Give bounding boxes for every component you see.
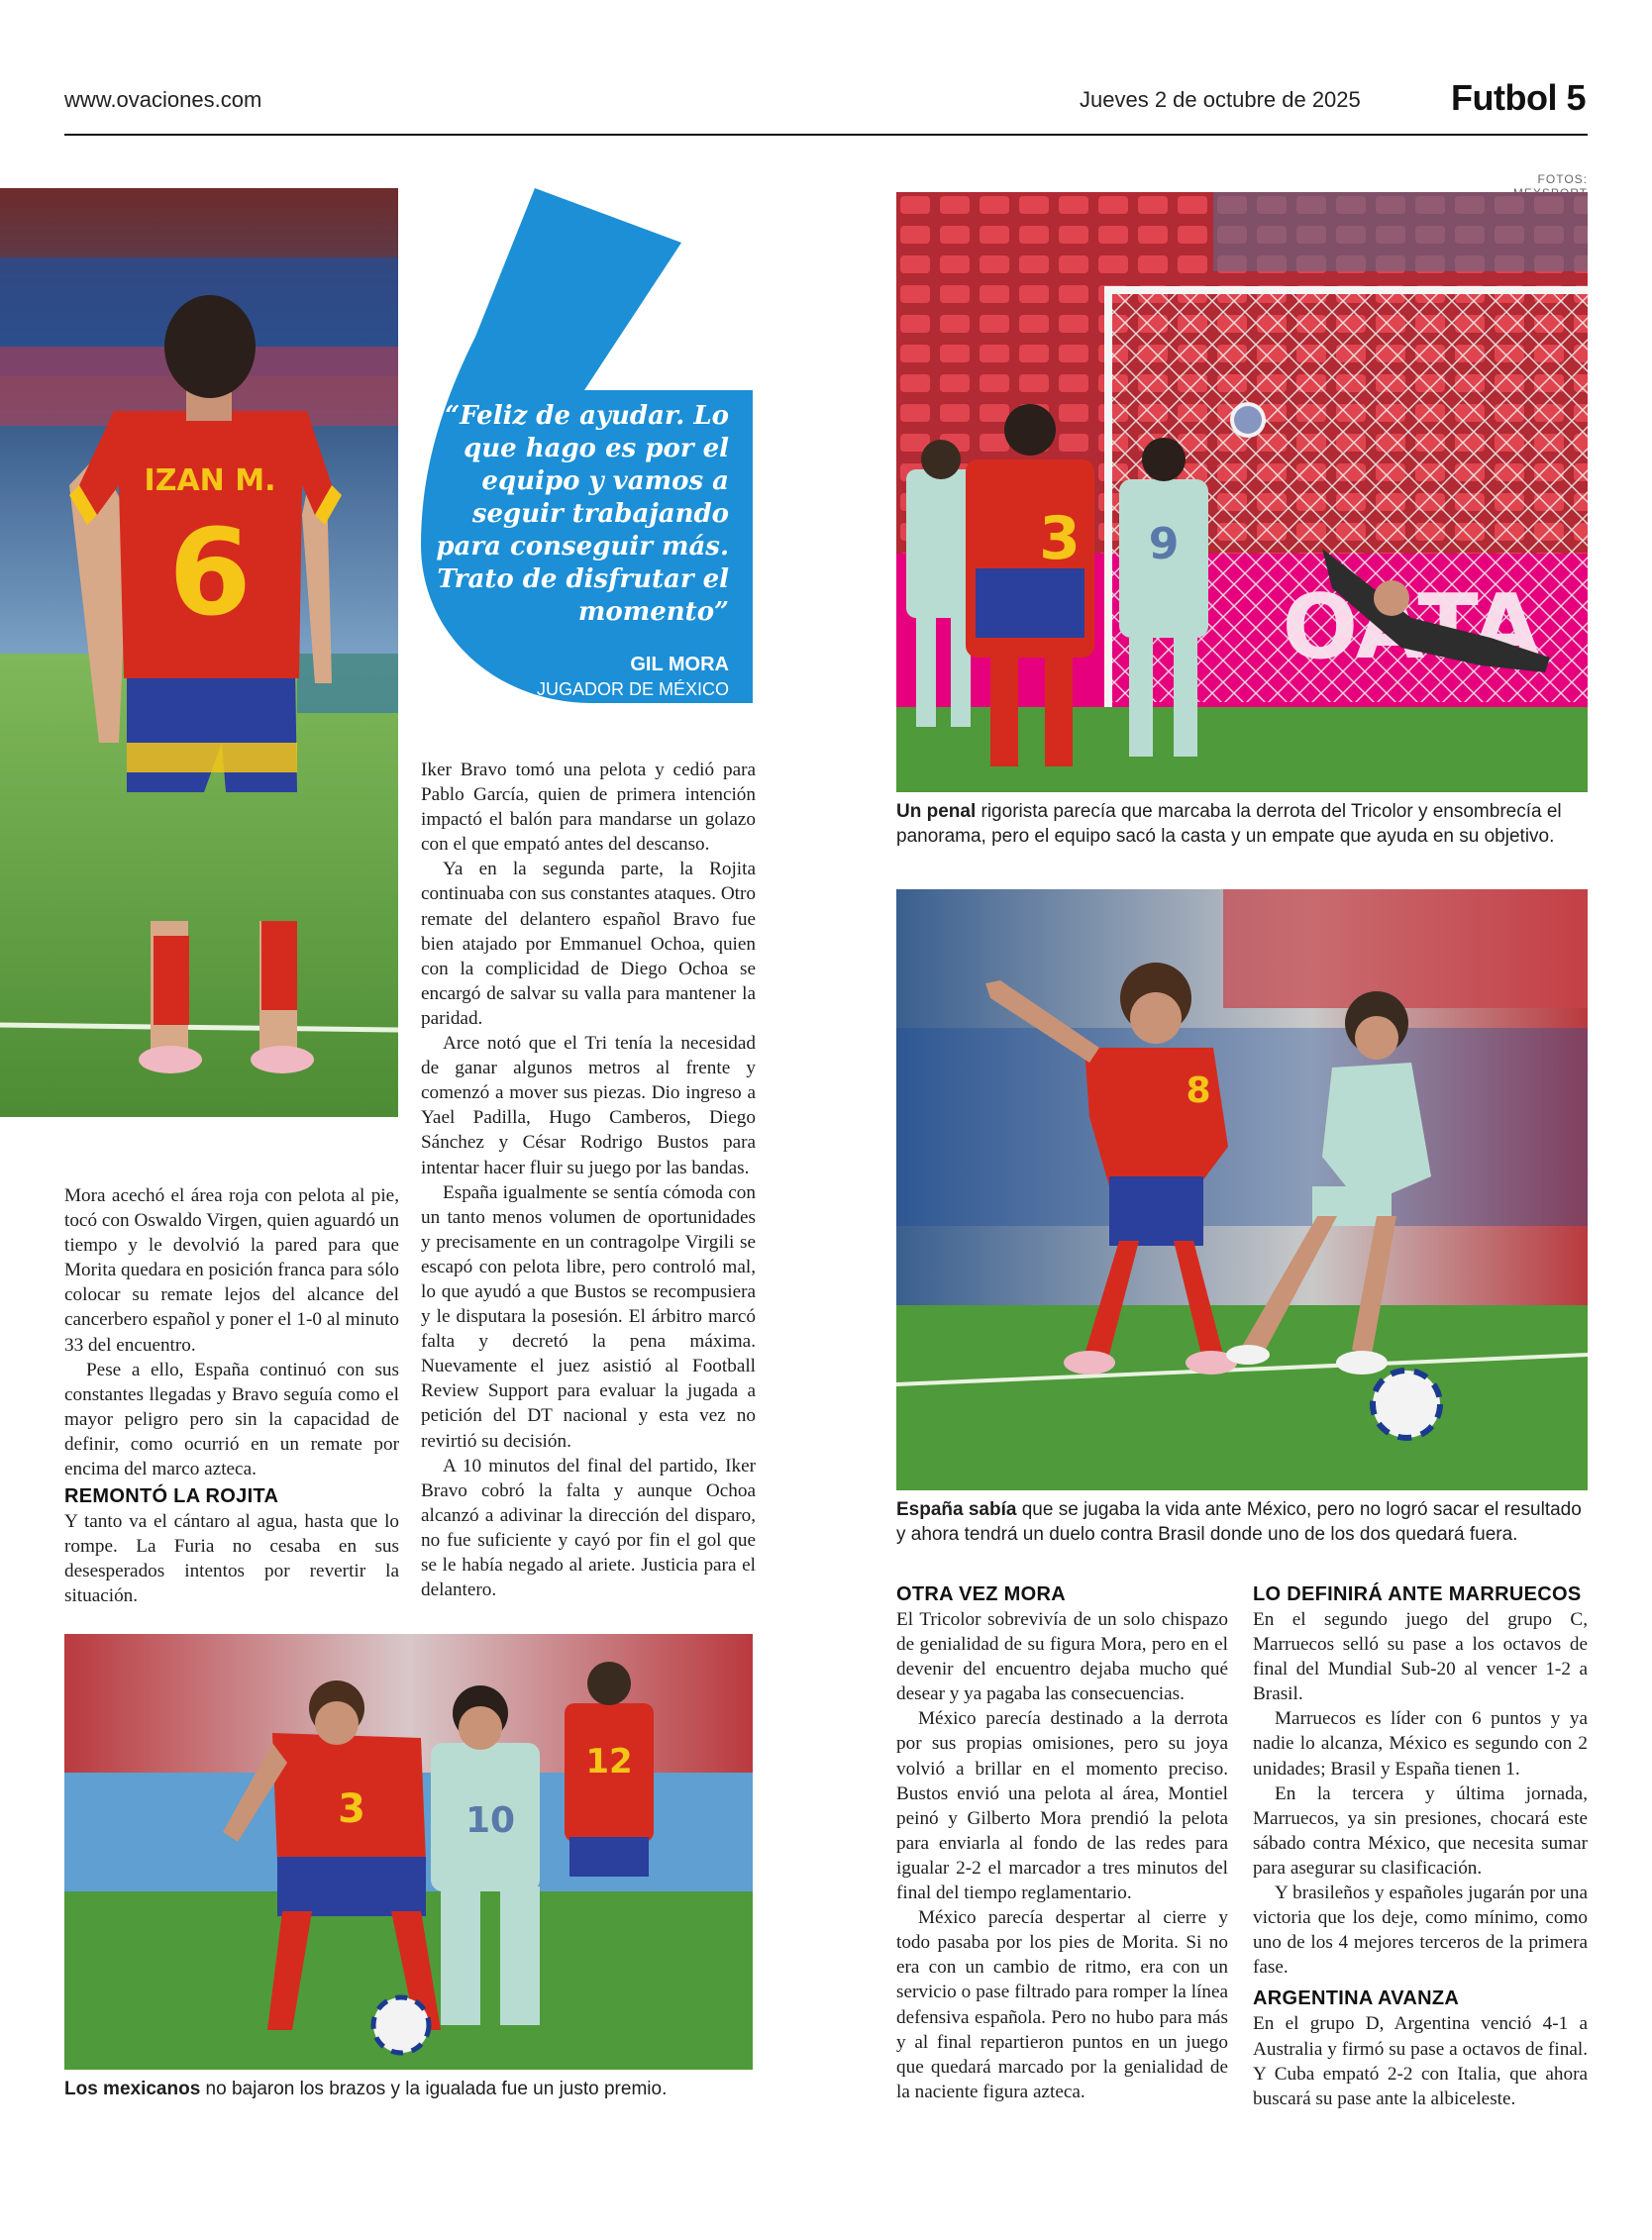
col4-paragraph: En la tercera y última jornada, Marruecos, ya sin presiones, chocará este sábado contra México, que necesita sumar para asegurar su clasificación. — [1253, 1782, 1588, 1879]
shirt-name-text: IZAN M. — [144, 463, 276, 498]
caption-mexicans-body: no bajaron los brazos y la igualada fue un justo premio. — [200, 2079, 668, 2099]
col3-subhead: OTRA VEZ MORA — [896, 1583, 1066, 1605]
issue-date: Jueves 2 de octubre de 2025 — [1080, 87, 1361, 112]
col3-paragraph: El Tricolor sobrevivía de un solo chispazo de genialidad de su figura Mora, pero en el devenir del encuentro dejaba mucho qué desear y ya pagaba las consecuencias. — [896, 1609, 1228, 1705]
col4-paragraph: En el segundo juego del grupo C, Marruecos selló su pase a los octavos de final del Mundial Sub-20 al vencer 1-2 a Brasil. — [1253, 1609, 1588, 1705]
photo-credit: FOTOS: — [1537, 172, 1588, 186]
photo-penalty — [896, 192, 1588, 792]
penalty-away-number: 9 — [1148, 519, 1180, 569]
caption-spain-knew — [896, 1497, 1588, 1547]
col4-paragraph: Y brasileños y españoles jugarán por una victoria que los deje, como mínimo, como uno de los 4 mejores terceros de la primera fase. — [1253, 1883, 1588, 1979]
caption-penalty-body: rigorista parecía que marcaba la derrota del Tricolor y ensombrecía el panorama, pero el equipo sacó la casta y un empate que ayuda en su objetivo. — [896, 801, 1562, 847]
caption-mexicans — [64, 2077, 753, 2101]
col2-paragraph: Ya en la segunda parte, la Rojita continuaba con sus constantes ataques. Otro remate del delantero español Bravo fue bien atajado por Emmanuel Ochoa, quien con la complicidad de Diego Ochoa se encargó de salvar su valla para mantener la paridad. — [421, 859, 756, 1029]
caption-penalty — [896, 799, 1588, 849]
duel-shirt-number: 8 — [1186, 1070, 1211, 1111]
caption-spain-knew-body: que se jugaba la vida ante México, pero no logró sacar el resultado y ahora tendrá un duelo contra Brasil donde uno de los dos quedará fuera. — [896, 1499, 1582, 1545]
battle-away-number: 10 — [465, 1800, 516, 1841]
col2-paragraph: Arce notó que el Tri tenía la necesidad de ganar algunos metros al frente y comenzó a mover sus piezas. Dio ingreso a Yael Padilla, Hugo Camberos, Diego Sánchez y César Rodrigo Bustos para intentar hacer fluir su juego por las bandas. — [421, 1033, 756, 1178]
section-page-label: Futbol 5 — [1451, 77, 1586, 118]
article-column-3 — [896, 1579, 1228, 2104]
header-rule — [64, 134, 1588, 136]
caption-penalty-lead: Un penal — [896, 801, 977, 822]
col1-paragraph: Pese a ello, España continuó con sus constantes llegadas y Bravo seguía como el mayor peligro pero sin la capacidad de definir, como ocurrió en un remate por encima del marco azteca. — [64, 1359, 399, 1480]
caption-spain-knew-lead: España sabía — [896, 1499, 1017, 1520]
photo-spain-vs-mexico-duel — [896, 889, 1588, 1490]
site-url: www.ovaciones.com — [64, 87, 262, 112]
battle-back-number: 12 — [585, 1742, 633, 1782]
col4-paragraph: En el grupo D, Argentina venció 4-1 a Australia y firmó su pase a octavos de final. Y Cuba empató 2-2 con Italia, que ahora buscará su pase ante la albiceleste. — [1253, 2013, 1588, 2109]
col1-subhead: REMONTÓ LA ROJITA — [64, 1485, 279, 1508]
caption-mexicans-lead: Los mexicanos — [64, 2079, 201, 2099]
pull-quote-author: GIL MORA — [630, 654, 729, 675]
pull-quote-role: JUGADOR DE MÉXICO — [536, 679, 729, 699]
col3-paragraph: México parecía despertar al cierre y todo pasaba por los pies de Morita. Si no era con un cambio de ritmo, era con un servicio o pase filtrado para romper la línea defensiva española. Pero no hubo para más y al final repartieron puntos en un juego que quedará marcado por la genialidad de la naciente figura azteca. — [896, 1907, 1228, 2102]
col2-paragraph: España igualmente se sentía cómoda con un tanto menos volumen de oportunidades y precisamente en un contragolpe Virgili se escapó con pelota libre, pero controló mal, lo que ayudó a que Bustos se recompusiera y le disputara la posesión. El árbitro marcó falta y decretó la pena máxima. Nuevamente el juez asistió al Football Review Support para evaluar la jugada a petición del DT nacional y esta vez no revirtió su decisión. — [421, 1181, 756, 1452]
col4-paragraph: Marruecos es líder con 6 puntos y ya nadie lo alcanza, México es segundo con 2 unidades; Brasil y España tienen 1. — [1253, 1708, 1588, 1780]
col2-paragraph: Iker Bravo tomó una pelota y cedió para Pablo García, quien de primera intención impactó el balón para mandarse un golazo con el que empató antes del descanso. — [421, 760, 756, 856]
photo-mexicans-battle — [64, 1634, 753, 2070]
article-column-4 — [1253, 1579, 1588, 2111]
article-column-2 — [421, 758, 756, 1602]
article-column-1 — [64, 1183, 399, 1609]
col3-paragraph: México parecía destinado a la derrota por sus propias omisiones, pero su joya volvió a brillar en el momento preciso. Bustos envió una pelota al área, Montiel peinó y Gilberto Mora prendió la pelota para enviarla al fondo de las redes para igualar 2-2 el marcador a tres minutos del final del tiempo reglamentario. — [896, 1708, 1228, 1904]
photo-spain-player-back — [0, 188, 398, 1117]
col1-paragraph: Mora acechó el área roja con pelota al pie, tocó con Oswaldo Virgen, quien aguardó un tiempo y le devolvió la pared para que Morita quedara en posición franca para sólo colocar su remate lejos del alcance del cancerbero español y poner el 1-0 al minuto 33 del encuentro. — [64, 1185, 399, 1356]
col1-paragraph: Y tanto va el cántaro al agua, hasta que lo rompe. La Furia no cesaba en sus desesperados intentos por revertir la situación. — [64, 1511, 399, 1607]
col2-paragraph: A 10 minutos del final del partido, Iker Bravo cobró la falta y aunque Ochoa alcanzó a adivinar la dirección del disparo, no fue suficiente y cayó por fin el gol que se le había negado al ariete. Justicia para el delantero. — [421, 1455, 756, 1601]
col4-subhead-argentina: ARGENTINA AVANZA — [1253, 1987, 1460, 2010]
battle-front-number: 3 — [338, 1786, 365, 1832]
col4-subhead-marruecos: LO DEFINIRÁ ANTE MARRUECOS — [1253, 1583, 1582, 1605]
penalty-back-number: 3 — [1039, 504, 1081, 573]
pull-quote-text: “Feliz de ayudar. Lo que hago es por el equipo y vamos a seguir trabajando para conseguir más. Trato de disfrutar el momento” — [436, 401, 729, 627]
shirt-number-text: 6 — [168, 505, 252, 643]
